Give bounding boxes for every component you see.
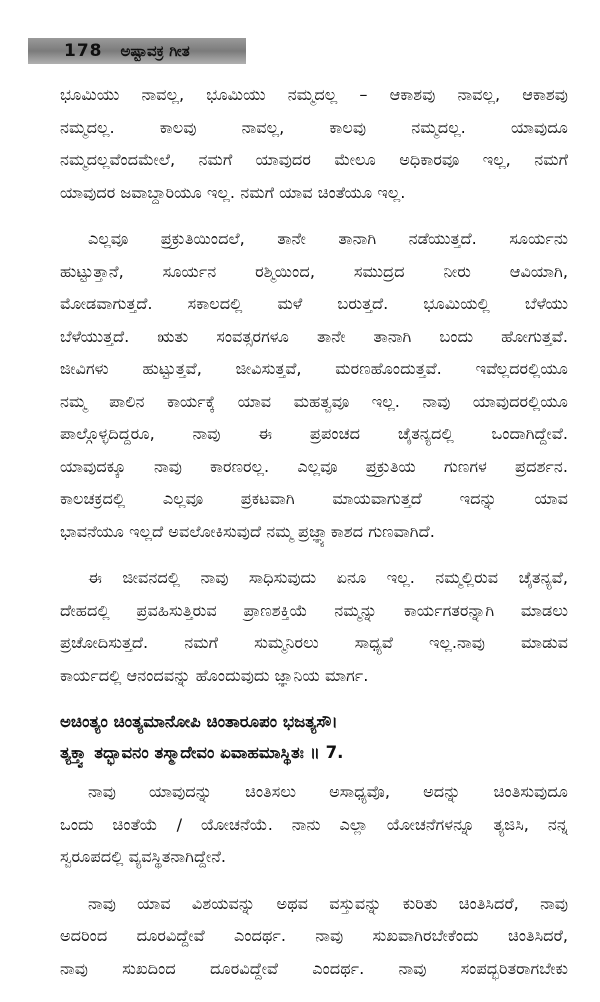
page-number: 178 <box>64 41 103 61</box>
text-line: ನಾವು ಯಾವುದನ್ನು ಚಿಂತಿಸಲು ಅಸಾಧ್ಯವೊ, ಅದನ್ನು ಚಿಂತಿಸುವುದೂ <box>88 782 568 801</box>
paragraph-3 <box>60 562 568 692</box>
paragraph-4 <box>60 776 568 874</box>
verse-line: ಅಚಿಂತ್ಯಂ ಚಿಂತ್ಯಮಾನೋಪಿ ಚಿಂತಾರೂಪಂ ಭಜತ್ಯಸೌ। <box>60 712 338 731</box>
paragraph-2 <box>60 223 568 548</box>
text-line: ಭೂಮಿಯು ನಾವಲ್ಲ, ಭೂಮಿಯು ನಮ್ಮದಲ್ಲ – ಆಕಾಶವು ನಾವಲ್ಲ, ಆಕಾಶವು <box>60 85 568 104</box>
text-line: ಮೋಡವಾಗುತ್ತದೆ. ಸಕಾಲದಲ್ಲಿ ಮಳೆ ಬರುತ್ತದೆ. ಭೂಮಿಯಲ್ಲಿ ಬೆಳೆಯು <box>60 294 568 313</box>
text-line: ನಾವು ಯಾವ ವಿಶಯವನ್ನು ಅಥವ ವಸ್ತುವನ್ನು ಕುರಿತು ಚಿಂತಿಸಿದರೆ, ನಾವು <box>88 893 568 913</box>
text-line: ಬೆಳೆಯುತ್ತದೆ. ಋತು ಸಂವತ್ಸರಗಳೂ ತಾನೇ ತಾನಾಗಿ ಬಂದು ಹೋಗುತ್ತವೆ. <box>60 326 568 346</box>
text-line: ನಮ್ಮ ಪಾಲಿನ ಕಾರ್ಯಕ್ಕೆ ಯಾವ ಮಹತ್ವವೂ ಇಲ್ಲ. ನಾವು ಯಾವುದರಲ್ಲಿಯೂ <box>60 391 568 411</box>
text-line: ಹುಟ್ಟುತ್ತಾನೆ, ಸೂರ್ಯನ ರಶ್ಮಿಯಿಂದ, ಸಮುದ್ರದ ನೀರು ಆವಿಯಾಗಿ, <box>60 261 568 281</box>
text-line: ಯಾವುದರ ಜವಾಬ್ದಾರಿಯೂ ಇಲ್ಲ. ನಮಗೆ ಯಾವ ಚಿಂತೆಯೂ ಇಲ್ಲ. <box>60 182 406 202</box>
text-line: ನಾವು ಸುಖದಿಂದ ದೂರವಿದ್ದೇವೆ ಎಂದರ್ಥ. ನಾವು ಸಂಪದ್ಭರಿತರಾಗಬೇಕು <box>60 958 568 978</box>
text-line: ನಮ್ಮದಲ್ಲ. ಕಾಲವು ನಾವಲ್ಲ, ಕಾಲವು ನಮ್ಮದಲ್ಲ. ಯಾವುದೂ <box>60 117 568 137</box>
text-line: ಜೀವಿಗಳು ಹುಟ್ಟುತ್ತವೆ, ಜೀವಿಸುತ್ತವೆ, ಮರಣಹೊಂದುತ್ತವೆ. ಇವೆಲ್ಲದರಲ್ಲಿಯೂ <box>60 359 568 378</box>
paragraph-5 <box>60 888 568 986</box>
text-line: ಯಾವುದಕ್ಕೂ ನಾವು ಕಾರಣರಲ್ಲ. ಎಲ್ಲವೂ ಪ್ರಕ್ರುತಿಯ ಗುಣಗಳ ಪ್ರದರ್ಶನ. <box>60 456 568 476</box>
text-line: ಭಾವನೆಯೂ ಇಲ್ಲದೆ ಅವಲೋಕಿಸುವುದೆ ನಮ್ಮ ಪ್ರಜ್ಞ್ಯಾಕಾಶದ ಗುಣವಾಗಿದೆ. <box>60 521 435 541</box>
text-line: ಎಲ್ಲವೂ ಪ್ರಕ್ರುತಿಯಿಂದಲೆ, ತಾನೇ ತಾನಾಗಿ ನಡೆಯುತ್ತದೆ. ಸೂರ್ಯನು <box>88 229 568 248</box>
text-line: ಪಾಲ್ಗೊಳ್ಳದಿದ್ದರೂ, ನಾವು ಈ ಪ್ರಪಂಚದ ಚೈತನ್ಯದಲ್ಲಿ ಒಂದಾಗಿದ್ದೇವೆ. <box>60 424 568 443</box>
text-line: ಒಂದು ಚಿಂತೆಯೆ / ಯೋಚನೆಯೆ. ನಾನು ಎಲ್ಲಾ ಯೋಚನೆಗಳನ್ನೂ ತ್ಯಜಿಸಿ, ನನ್ನ <box>60 814 568 834</box>
verse-line: ತ್ಯಕ್ತ್ವಾ ತದ್ಭಾವನಂ ತಸ್ಮಾದೇವಂ ಏವಾಹಮಾಸ್ಥಿತಃ ॥ 7. <box>60 743 344 762</box>
text-line: ಅದರಿಂದ ದೂರವಿದ್ದೇವೆ ಎಂದರ್ಥ. ನಾವು ಸುಖವಾಗಿರಬೇಕೆಂದು ಚಿಂತಿಸಿದರೆ, <box>60 926 568 945</box>
text-line: ಈ ಜೀವನದಲ್ಲಿ ನಾವು ಸಾಧಿಸುವುದು ಏನೂ ಇಲ್ಲ. ನಮ್ಮಲ್ಲಿರುವ ಚೈತನ್ಯವೆ, <box>88 568 568 587</box>
text-line: ಪ್ರಚೋದಿಸುತ್ತದೆ. ನಮಗೆ ಸುಮ್ಮನಿರಲು ಸಾಧ್ಯವೆ ಇಲ್ಲ.ನಾವು ಮಾಡುವ <box>60 633 568 652</box>
sanskrit-verse <box>60 706 568 768</box>
running-header <box>28 38 246 64</box>
text-line: ನಮ್ಮದಲ್ಲವೆಂದಮೇಲೆ, ನಮಗೆ ಯಾವುದರ ಮೇಲೂ ಅಧಿಕಾರವೂ ಇಲ್ಲ, ನಮಗೆ <box>60 150 568 169</box>
text-line: ಸ್ವರೂಪದಲ್ಲಿ ವ್ಯವಸ್ಥಿತನಾಗಿದ್ದೇನೆ. <box>60 847 227 866</box>
text-line: ದೇಹದಲ್ಲಿ ಪ್ರವಹಿಸುತ್ತಿರುವ ಪ್ರಾಣಶಕ್ತಿಯೆ ನಮ್ಮನ್ನು ಕಾರ್ಯಗತರನ್ನಾಗಿ ಮಾಡಲು <box>60 600 568 620</box>
text-line: ಕಾರ್ಯದಲ್ಲಿ ಆನಂದವನ್ನು ಹೊಂದುವುದು ಜ್ಞಾನಿಯ ಮಾರ್ಗ. <box>60 665 369 685</box>
running-title: ಅಷ್ಟಾವಕ್ರ ಗೀತ <box>120 42 190 60</box>
paragraph-1 <box>60 79 568 209</box>
page-body <box>60 79 568 985</box>
text-line: ಕಾಲಚಕ್ರದಲ್ಲಿ ಎಲ್ಲವೂ ಪ್ರಕಟವಾಗಿ ಮಾಯವಾಗುತ್ತದೆ ಇದನ್ನು ಯಾವ <box>60 489 568 508</box>
